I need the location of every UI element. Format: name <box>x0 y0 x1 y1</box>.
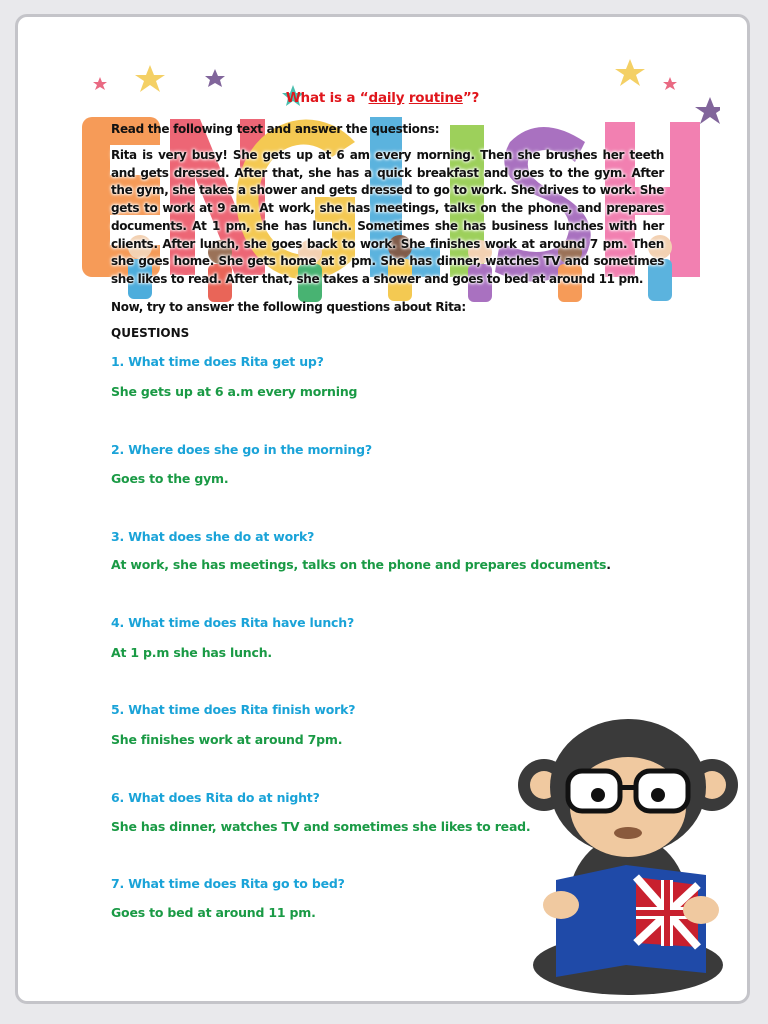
reading-passage: Rita is very busy! She gets up at 6 am every morning. Then she brushes her teeth and gets dressed. After that, she has a quick breakfast and goes to the gym. After the gym, she takes a shower and gets dressed to go to work. She drives to work. She gets to work at 9 am. At work, she has meetings, talks on the phone, and prepares documents. At 1 pm, she has lunch. Sometimes she has business lunches with her clients. After lunch, she goes back to work. She finishes work at around 7 pm. Then she goes home. She gets home at 8 pm. She has dinner, watches TV and sometimes she likes to read. After that, she takes a shower and goes to bed at around 11 pm. <box>111 148 664 286</box>
question-7: 7. What time does Rita go to bed? <box>111 876 345 891</box>
questions-prompt: Now, try to answer the following questions about Rita: <box>111 300 466 314</box>
question-5: 5. What time does Rita finish work? <box>111 702 356 717</box>
instructions-text: Read the following text and answer the questions: <box>111 122 440 136</box>
answer-6: She has dinner, watches TV and sometimes she likes to read. <box>111 819 531 834</box>
question-3: 3. What does she do at work? <box>111 529 315 544</box>
monkey-reading-illustration <box>516 715 741 997</box>
answer-3: At work, she has meetings, talks on the phone and prepares documents. <box>111 557 611 572</box>
answer-5: She finishes work at around 7pm. <box>111 732 343 747</box>
question-4: 4. What time does Rita have lunch? <box>111 615 354 630</box>
question-6: 6. What does Rita do at night? <box>111 790 320 805</box>
questions-heading: QUESTIONS <box>111 326 190 340</box>
answer-4: At 1 p.m she has lunch. <box>111 645 272 660</box>
question-2: 2. Where does she go in the morning? <box>111 442 372 457</box>
answer-7: Goes to bed at around 11 pm. <box>111 905 316 920</box>
question-1: 1. What time does Rita get up? <box>111 354 324 369</box>
book-icon <box>556 865 706 977</box>
answer-1: She gets up at 6 a.m every morning <box>111 384 358 399</box>
worksheet-page <box>15 14 750 1004</box>
worksheet-title: What is a “daily routine”? <box>285 90 480 106</box>
answer-2: Goes to the gym. <box>111 471 229 486</box>
